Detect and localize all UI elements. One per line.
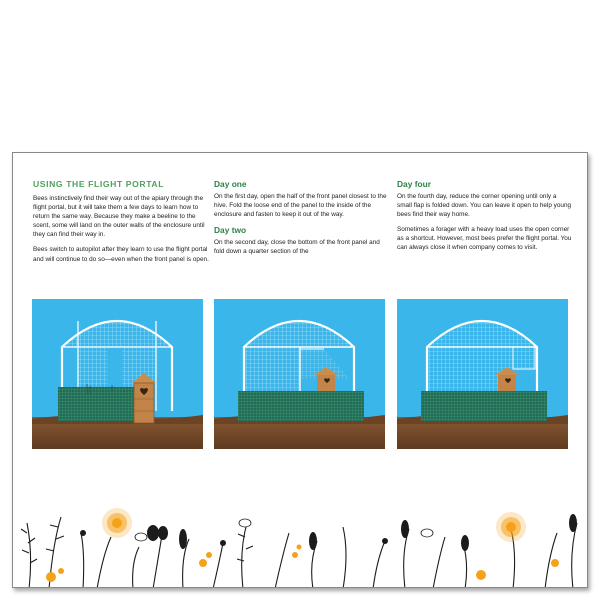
day-one-heading: Day one (214, 179, 247, 189)
day-four-text-2: Sometimes a forager with a heavy load uses the open corner as a shortcut. However, most bees prefer the flight portal. You can always close it when company comes to visit. (397, 226, 572, 252)
intro-paragraph: Bees instinctively find their way out of the apiary through the flight portal, but it will take them a few days to learn how to return the same way. Because they make a beeline to the scent, some will land on the outer walls of the enclosure until they can find their way in. (33, 195, 205, 239)
day-four-heading: Day four (397, 179, 431, 189)
middle-column (214, 179, 388, 262)
wildflower-border-illustration (13, 493, 588, 588)
right-column (397, 179, 573, 259)
hive-icon (132, 373, 156, 423)
section-heading: USING THE FLIGHT PORTAL (33, 179, 165, 189)
day-two-text: On the second day, close the bottom of the front panel and fold down a quarter section of the (214, 239, 380, 256)
day-two-heading: Day two (214, 225, 247, 236)
day-two-enclosure-illustration (214, 299, 385, 449)
autopilot-paragraph: Bees switch to autopilot after they learn to use the flight portal and will continue to do so—even when the front panel is open. (33, 246, 209, 263)
book-page (12, 152, 588, 588)
day-four-enclosure-illustration (397, 299, 568, 449)
day-four-text: On the fourth day, reduce the corner opening until only a small flap is folded down. You can leave it open to help young bees find their way home. (397, 193, 572, 219)
day-one-enclosure-illustration (32, 299, 203, 449)
day-one-text: On the first day, open the half of the front panel closest to the hive. Fold the loose end of the panel to the inside of the enclosure and fasten to keep it out of the way. (214, 193, 387, 219)
left-column (33, 179, 213, 270)
